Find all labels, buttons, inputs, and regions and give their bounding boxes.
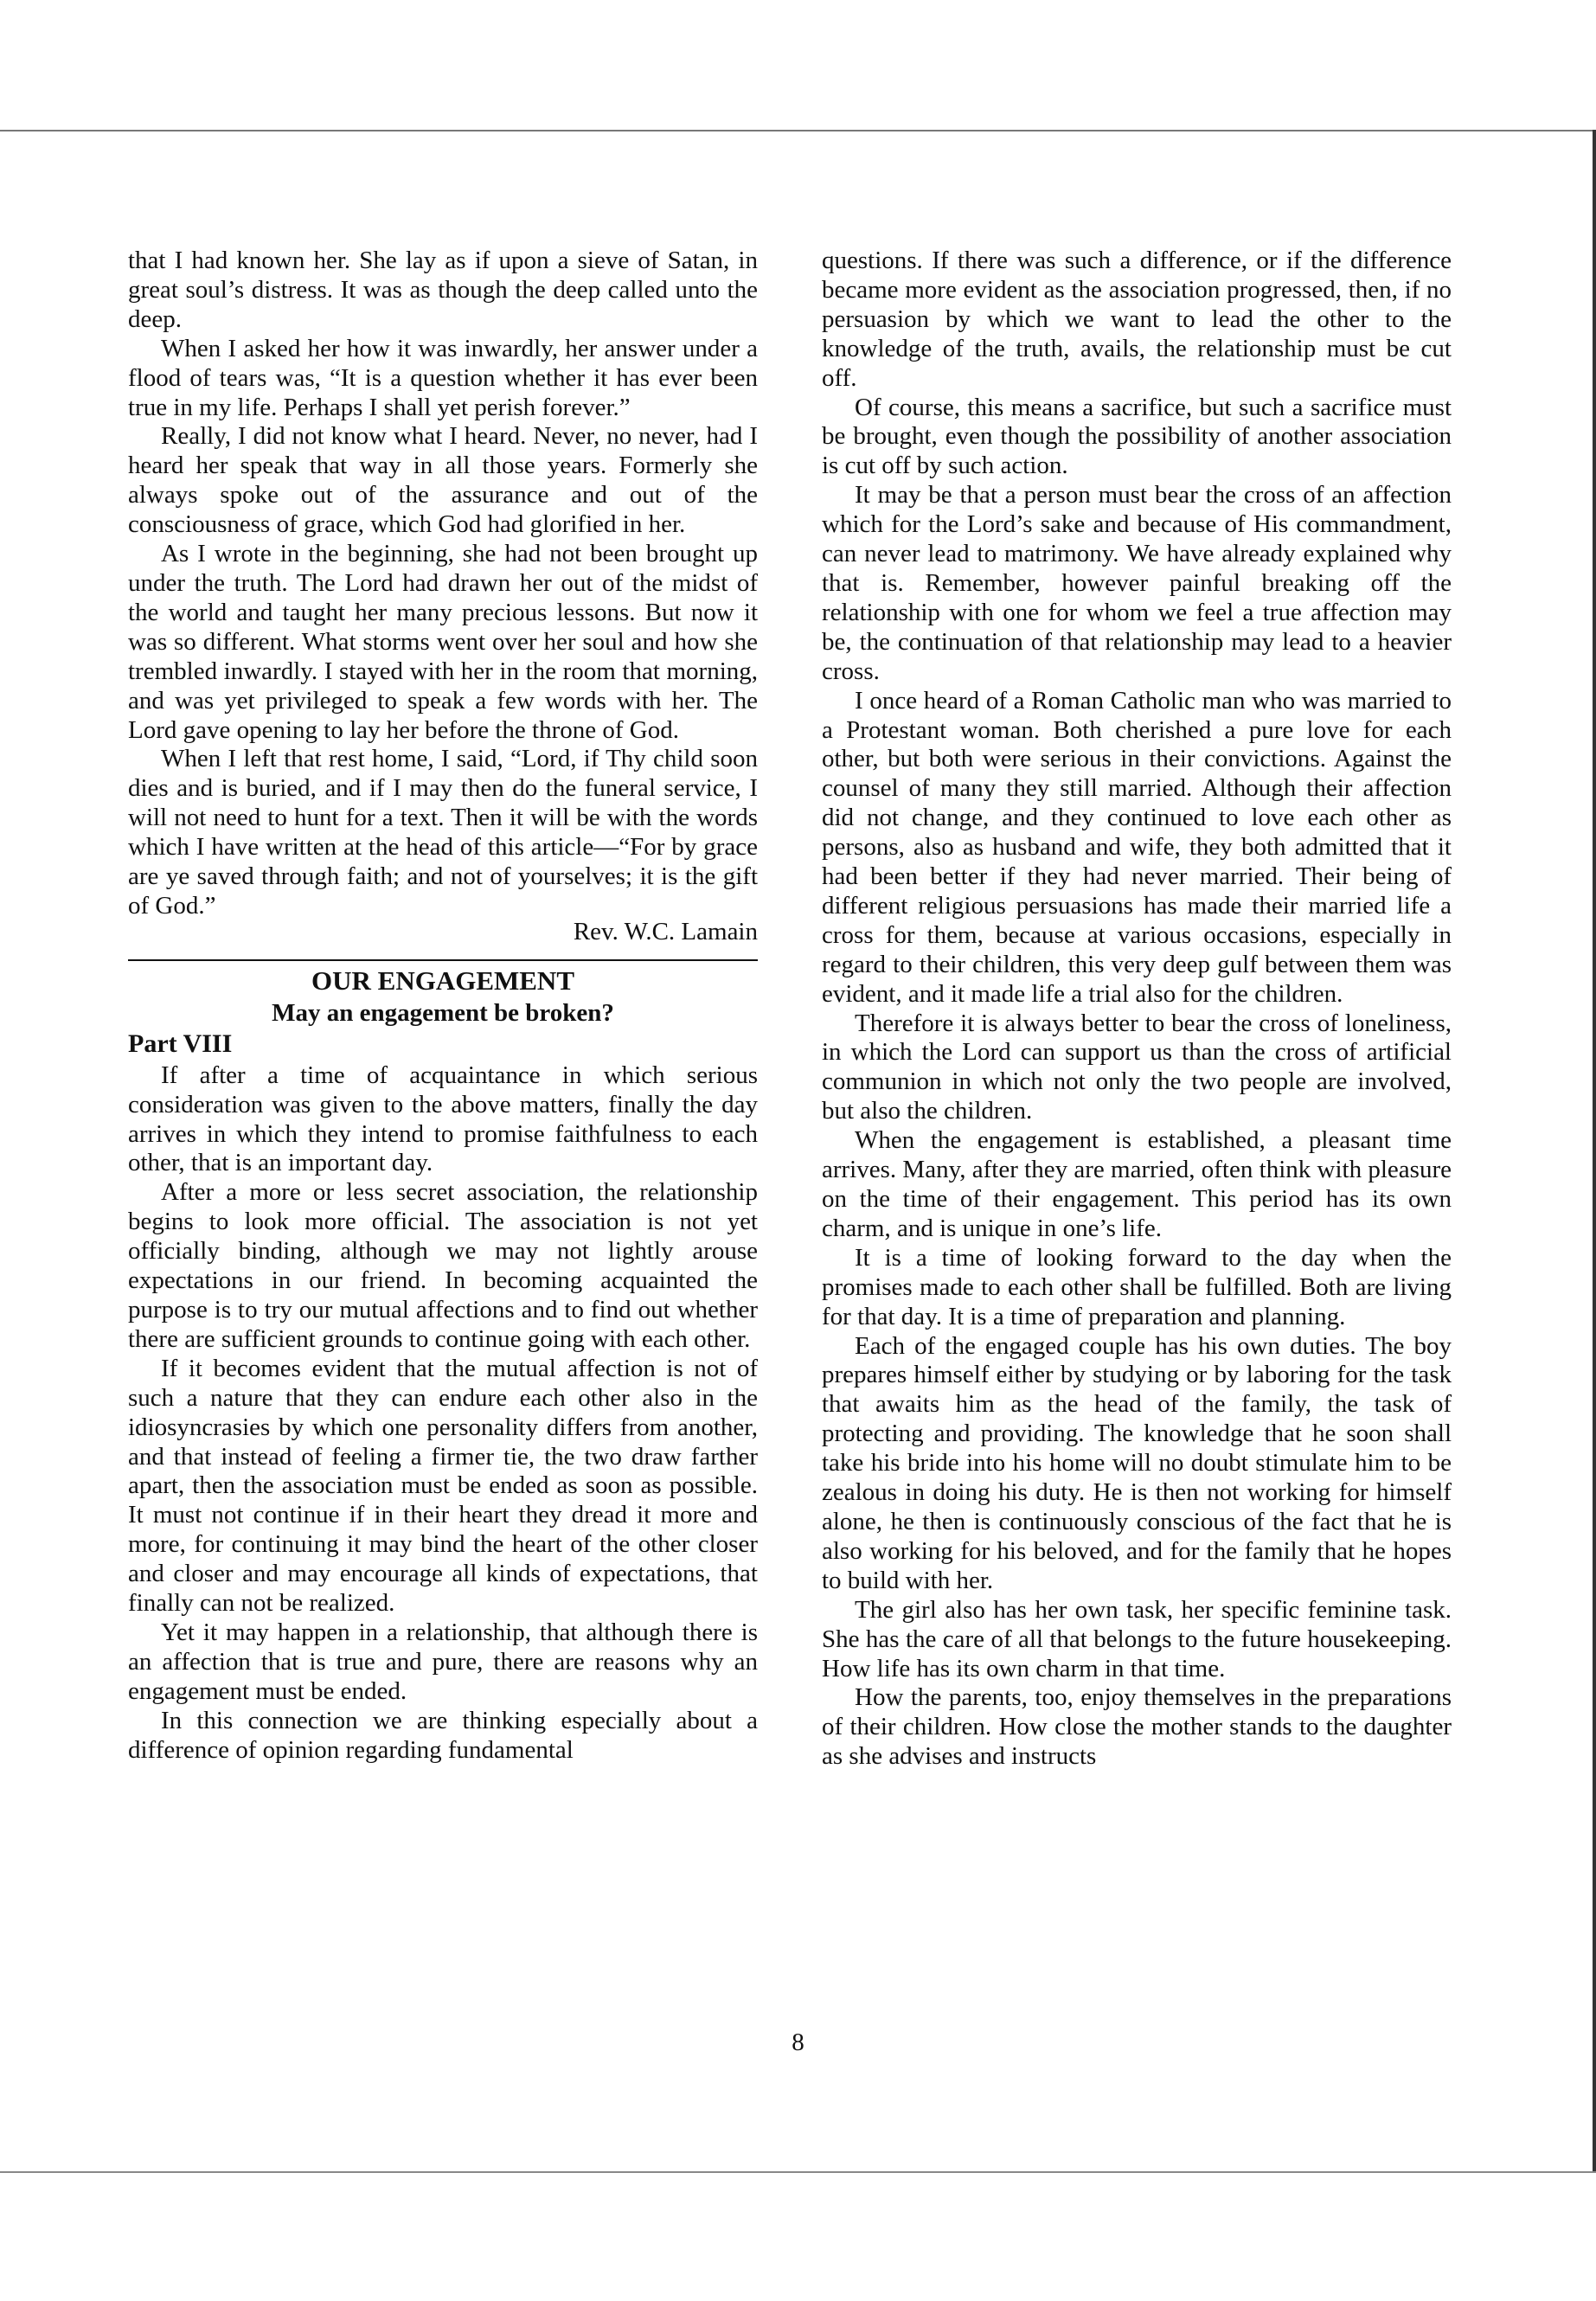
article-subtitle: May an engagement be broken? [272, 998, 614, 1027]
paragraph: If after a time of acquaintance in which serious consideration was given to the above matters, finally the day arrives in which they intend to promise faithfulness to each other, that is an important day. [128, 1061, 758, 1177]
paragraph: As I wrote in the beginning, she had not been brought up under the truth. The Lord had drawn her out of the midst of the world and taught her many precious lessons. But now it was so different. What storms went over her soul and how she trembled inwardly. I stayed with her in the room that morning, and was yet privileged to speak a few words with her. The Lord gave opening to lay her before the throne of God. [128, 540, 758, 744]
article-title: OUR ENGAGEMENT [311, 965, 574, 996]
paragraph: It is a time of looking forward to the day when the promises made to each other shall be fulfilled. Both are living for that day. It is a time of preparation and planning. [822, 1243, 1452, 1330]
author-signature: Rev. W.C. Lamain [573, 917, 758, 945]
page-number: 8 [792, 2029, 804, 2056]
page-top-edge [0, 130, 1596, 131]
paragraph: Really, I did not know what I heard. Never, no never, had I heard her speak that way in all those years. Formerly she always spoke out of the assurance and out of the consciousness of grace, which God had glorified in her. [128, 422, 758, 539]
paragraph: that I had known her. She lay as if upon a sieve of Satan, in great soul’s distress. It was as though the deep called unto the deep. [128, 247, 758, 333]
paragraph: Each of the engaged couple has his own duties. The boy prepares himself either by studying or by laboring for the task that awaits him as the head of the family, the task of protecting and providing. The knowledge that he soon shall take his bride into his home will no doubt stimulate him to be zealous in doing his duty. He is then not working for himself alone, he then is continuously conscious of the fact that he is also working for his beloved, and for the family that he hopes to build with her. [822, 1331, 1452, 1594]
paragraph: When I asked her how it was inwardly, her answer under a flood of tears was, “It is a question whether it has ever been true in my life. Perhaps I shall yet perish forever.” [128, 334, 758, 421]
paragraph: After a more or less secret association, the relationship begins to look more official. The association is not yet officially binding, although we may not lightly arouse expectations in our friend. In becoming acquainted the purpose is to try our mutual affections and to find out whether there are sufficient grounds to continue going with each other. [128, 1178, 758, 1353]
page-bottom-edge [0, 2171, 1596, 2173]
paragraph: The girl also has her own task, her specific feminine task. She has the care of all that belongs to the future housekeeping. How life has its own charm in that time. [822, 1595, 1452, 1682]
page-right-edge [1593, 130, 1596, 2171]
paragraph: It may be that a person must bear the cross of an affection which for the Lord’s sake and because of His commandment, can never lead to matrimony. We have already explained why that is. Remember, however painful breaking off the relationship with one for whom we feel a true affection may be, the continuation of that relationship may lead to a heavier cross. [822, 481, 1452, 685]
paragraph: When the engagement is established, a pleasant time arrives. Many, after they are married, often think with pleasure on the time of their engagement. This period has its own charm, and is unique in one’s life. [822, 1126, 1452, 1242]
paragraph: questions. If there was such a difference, or if the difference became more evident as the association progressed, then, if no persuasion by which we want to lead the other to the knowledge of the truth, avails, the relationship must be cut off. [822, 247, 1452, 392]
paragraph: When I left that rest home, I said, “Lord, if Thy child soon dies and is buried, and if I may then do the funeral service, I will not need to hunt for a text. Then it will be with the words which I have written at the head of this article—“For by grace are ye saved through faith; and not of yourselves; it is the gift of God.” [128, 745, 758, 920]
paragraph: How the parents, too, enjoy themselves in the preparations of their children. How close the mother stands to the daughter as she advises and instructs [822, 1683, 1452, 1771]
paragraph: Yet it may happen in a relationship, that although there is an affection that is true and pure, there are reasons why an engagement must be ended. [128, 1618, 758, 1705]
left-column [128, 247, 758, 1766]
paragraph: In this connection we are thinking especially about a difference of opinion regarding fundamental [128, 1706, 758, 1764]
part-label: Part VIII [128, 1029, 233, 1058]
paragraph: I once heard of a Roman Catholic man who was married to a Protestant woman. Both cherished a pure love for each other, but both were serious in their convictions. Against the counsel of many they still married. Although their affection did not change, and they continued to love each other as persons, also as husband and wife, they both admitted that it had been better if they had never married. Their being of different religious persuasions has made their married life a cross for them, because at various occasions, especially in regard to their children, this very deep gulf between them was evident, and it made life a trial also for the children. [822, 686, 1452, 1008]
paragraph: Of course, this means a sacrifice, but such a sacrifice must be brought, even though the possibility of another association is cut off by such action. [822, 393, 1452, 480]
section-divider [128, 959, 758, 961]
paragraph: Therefore it is always better to bear the cross of loneliness, in which the Lord can support us than the cross of artificial communion in which not only the two people are involved, but also the children. [822, 1009, 1452, 1125]
right-column [822, 247, 1452, 1772]
paragraph: If it becomes evident that the mutual affection is not of such a nature that they can endure each other also in the idiosyncrasies by which one personality differs from another, and that instead of feeling a firmer tie, the two draw farther apart, then the association must be ended as soon as possible. It must not continue if in their heart they dread it more and more, for continuing it may bind the heart of the other closer and closer and may encourage all kinds of expectations, that finally can not be realized. [128, 1354, 758, 1618]
